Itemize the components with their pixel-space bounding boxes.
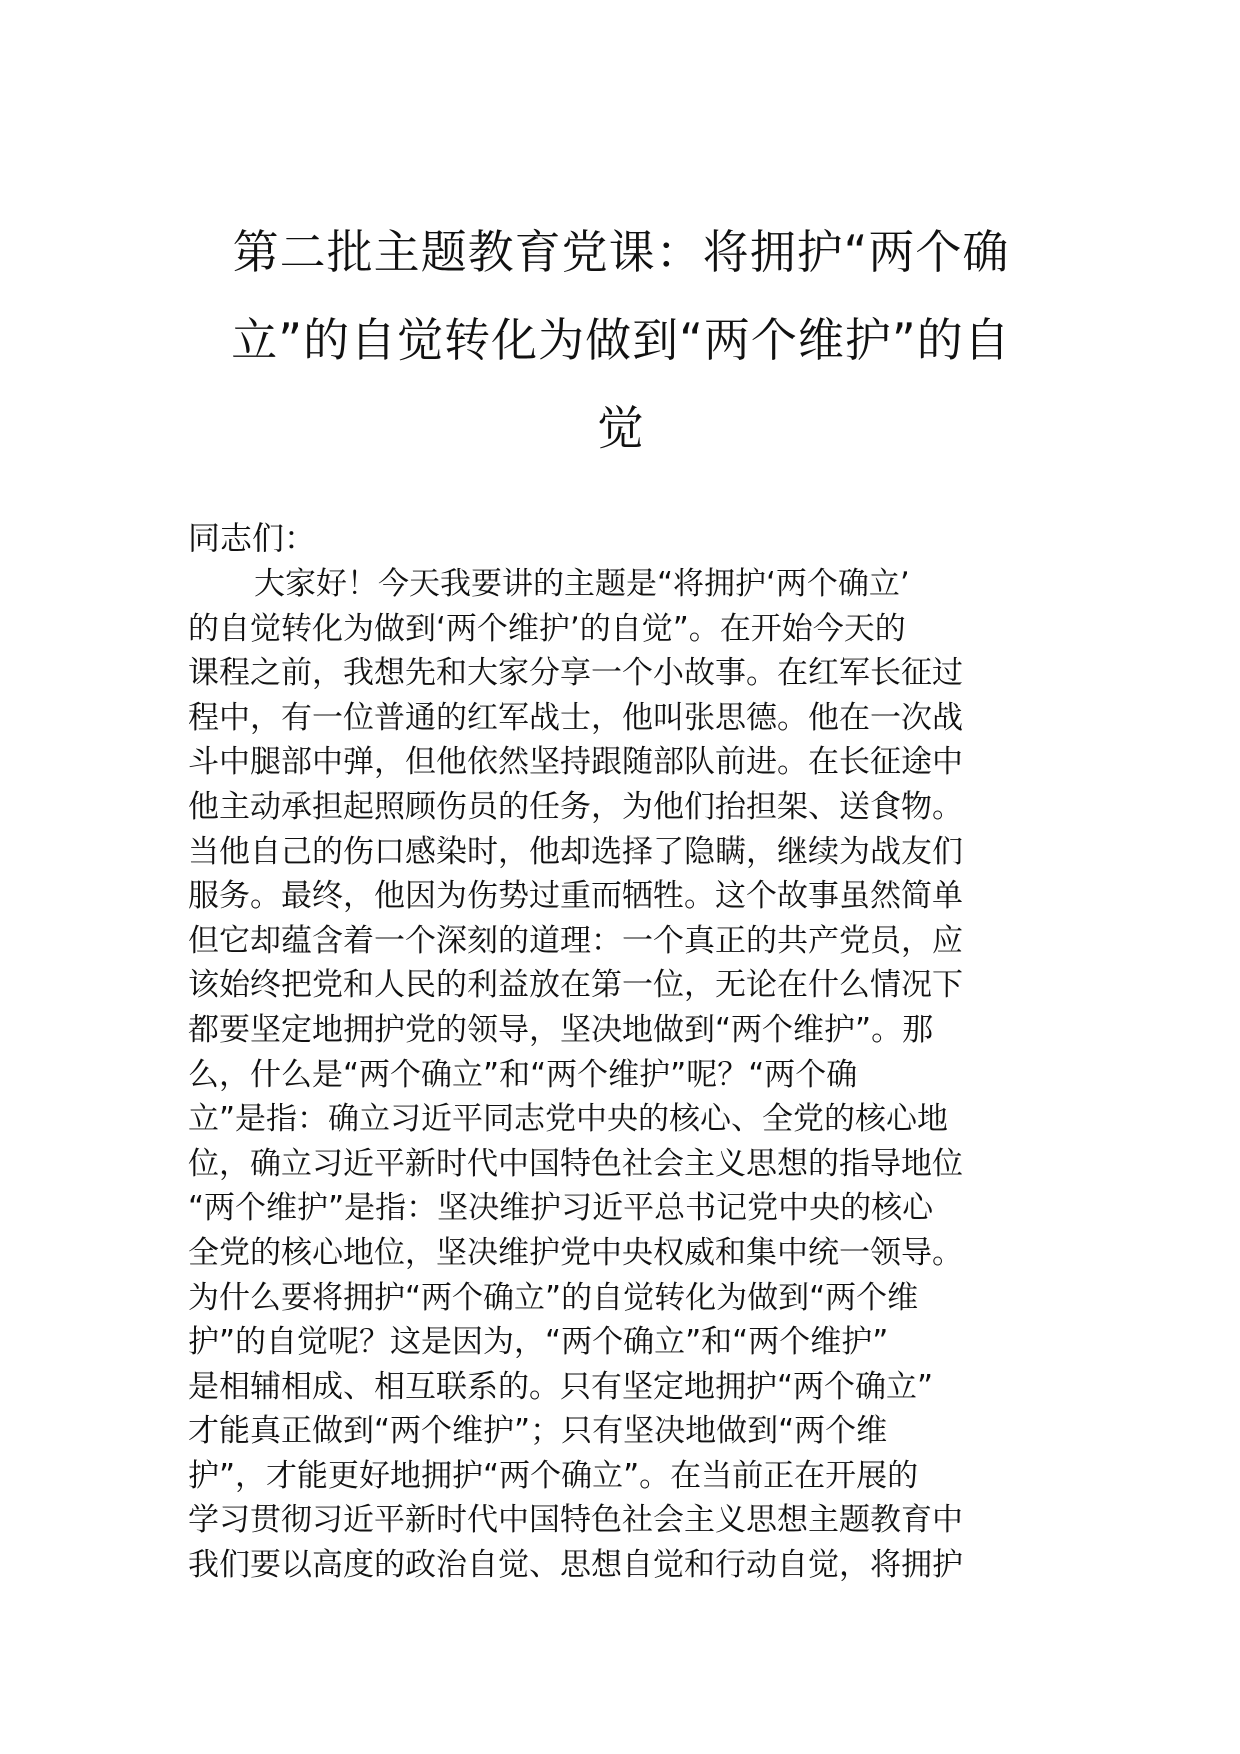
- body-paragraph: [188, 562, 1060, 1588]
- body-line: 程中，有一位普通的红军战士，他叫张思德。他在一次战: [188, 699, 963, 736]
- body-line: 护”的自觉呢？这是因为，“两个确立”和“两个维护”: [188, 1324, 889, 1361]
- body-line: 我们要以高度的政治自觉、思想自觉和行动自觉，将拥护: [188, 1547, 963, 1584]
- body-line: 才能真正做到“两个维护”；只有坚决地做到“两个维: [188, 1413, 888, 1450]
- body-line: 但它却蕴含着一个深刻的道理：一个真正的共产党员，应: [188, 922, 963, 959]
- title-line: 第二批主题教育党课：将拥护“两个确: [232, 225, 1010, 279]
- body-line: 全党的核心地位，坚决维护党中央权威和集中统一领导。: [188, 1234, 963, 1271]
- body-line: 当他自己的伤口感染时，他却选择了隐瞒，继续为战友们: [188, 833, 963, 870]
- body-line: 斗中腿部中弹，但他依然坚持跟随部队前进。在长征途中: [188, 744, 963, 781]
- body-line: 为什么要将拥护“两个确立”的自觉转化为做到“两个维: [188, 1279, 919, 1316]
- body-line: 护”，才能更好地拥护“两个确立”。在当前正在开展的: [188, 1457, 919, 1494]
- title-line: 觉: [597, 401, 645, 455]
- body-line: 的自觉转化为做到‘两个维护’的自觉”。在开始今天的: [188, 610, 906, 647]
- salutation: 同志们：: [188, 519, 317, 557]
- body-line: 大家好！今天我要讲的主题是“将拥护‘两个确立’: [254, 566, 910, 602]
- body-line: “两个维护”是指：坚决维护习近平总书记党中央的核心: [188, 1190, 934, 1227]
- body-line: 都要坚定地拥护党的领导，坚决地做到“两个维护”。那: [188, 1011, 934, 1048]
- body-line: 位，确立习近平新时代中国特色社会主义思想的指导地位: [188, 1145, 963, 1182]
- body-line: 该始终把党和人民的利益放在第一位，无论在什么情况下: [188, 967, 963, 1004]
- document-title: [200, 208, 1042, 472]
- body-line: 么，什么是“两个确立”和“两个维护”呢？“两个确: [188, 1056, 858, 1093]
- body-line: 立”是指：确立习近平同志党中央的核心、全党的核心地: [188, 1101, 949, 1138]
- title-line: 立”的自觉转化为做到“两个维护”的自: [231, 313, 1011, 367]
- body-line: 学习贯彻习近平新时代中国特色社会主义思想主题教育中: [188, 1502, 963, 1539]
- body-line: 服务。最终，他因为伤势过重而牺牲。这个故事虽然简单: [188, 878, 963, 915]
- body-line: 是相辅相成、相互联系的。只有坚定地拥护“两个确立”: [188, 1368, 934, 1405]
- body-line: 他主动承担起照顾伤员的任务，为他们抬担架、送食物。: [188, 788, 963, 825]
- body-line: 课程之前，我想先和大家分享一个小故事。在红军长征过: [188, 655, 963, 692]
